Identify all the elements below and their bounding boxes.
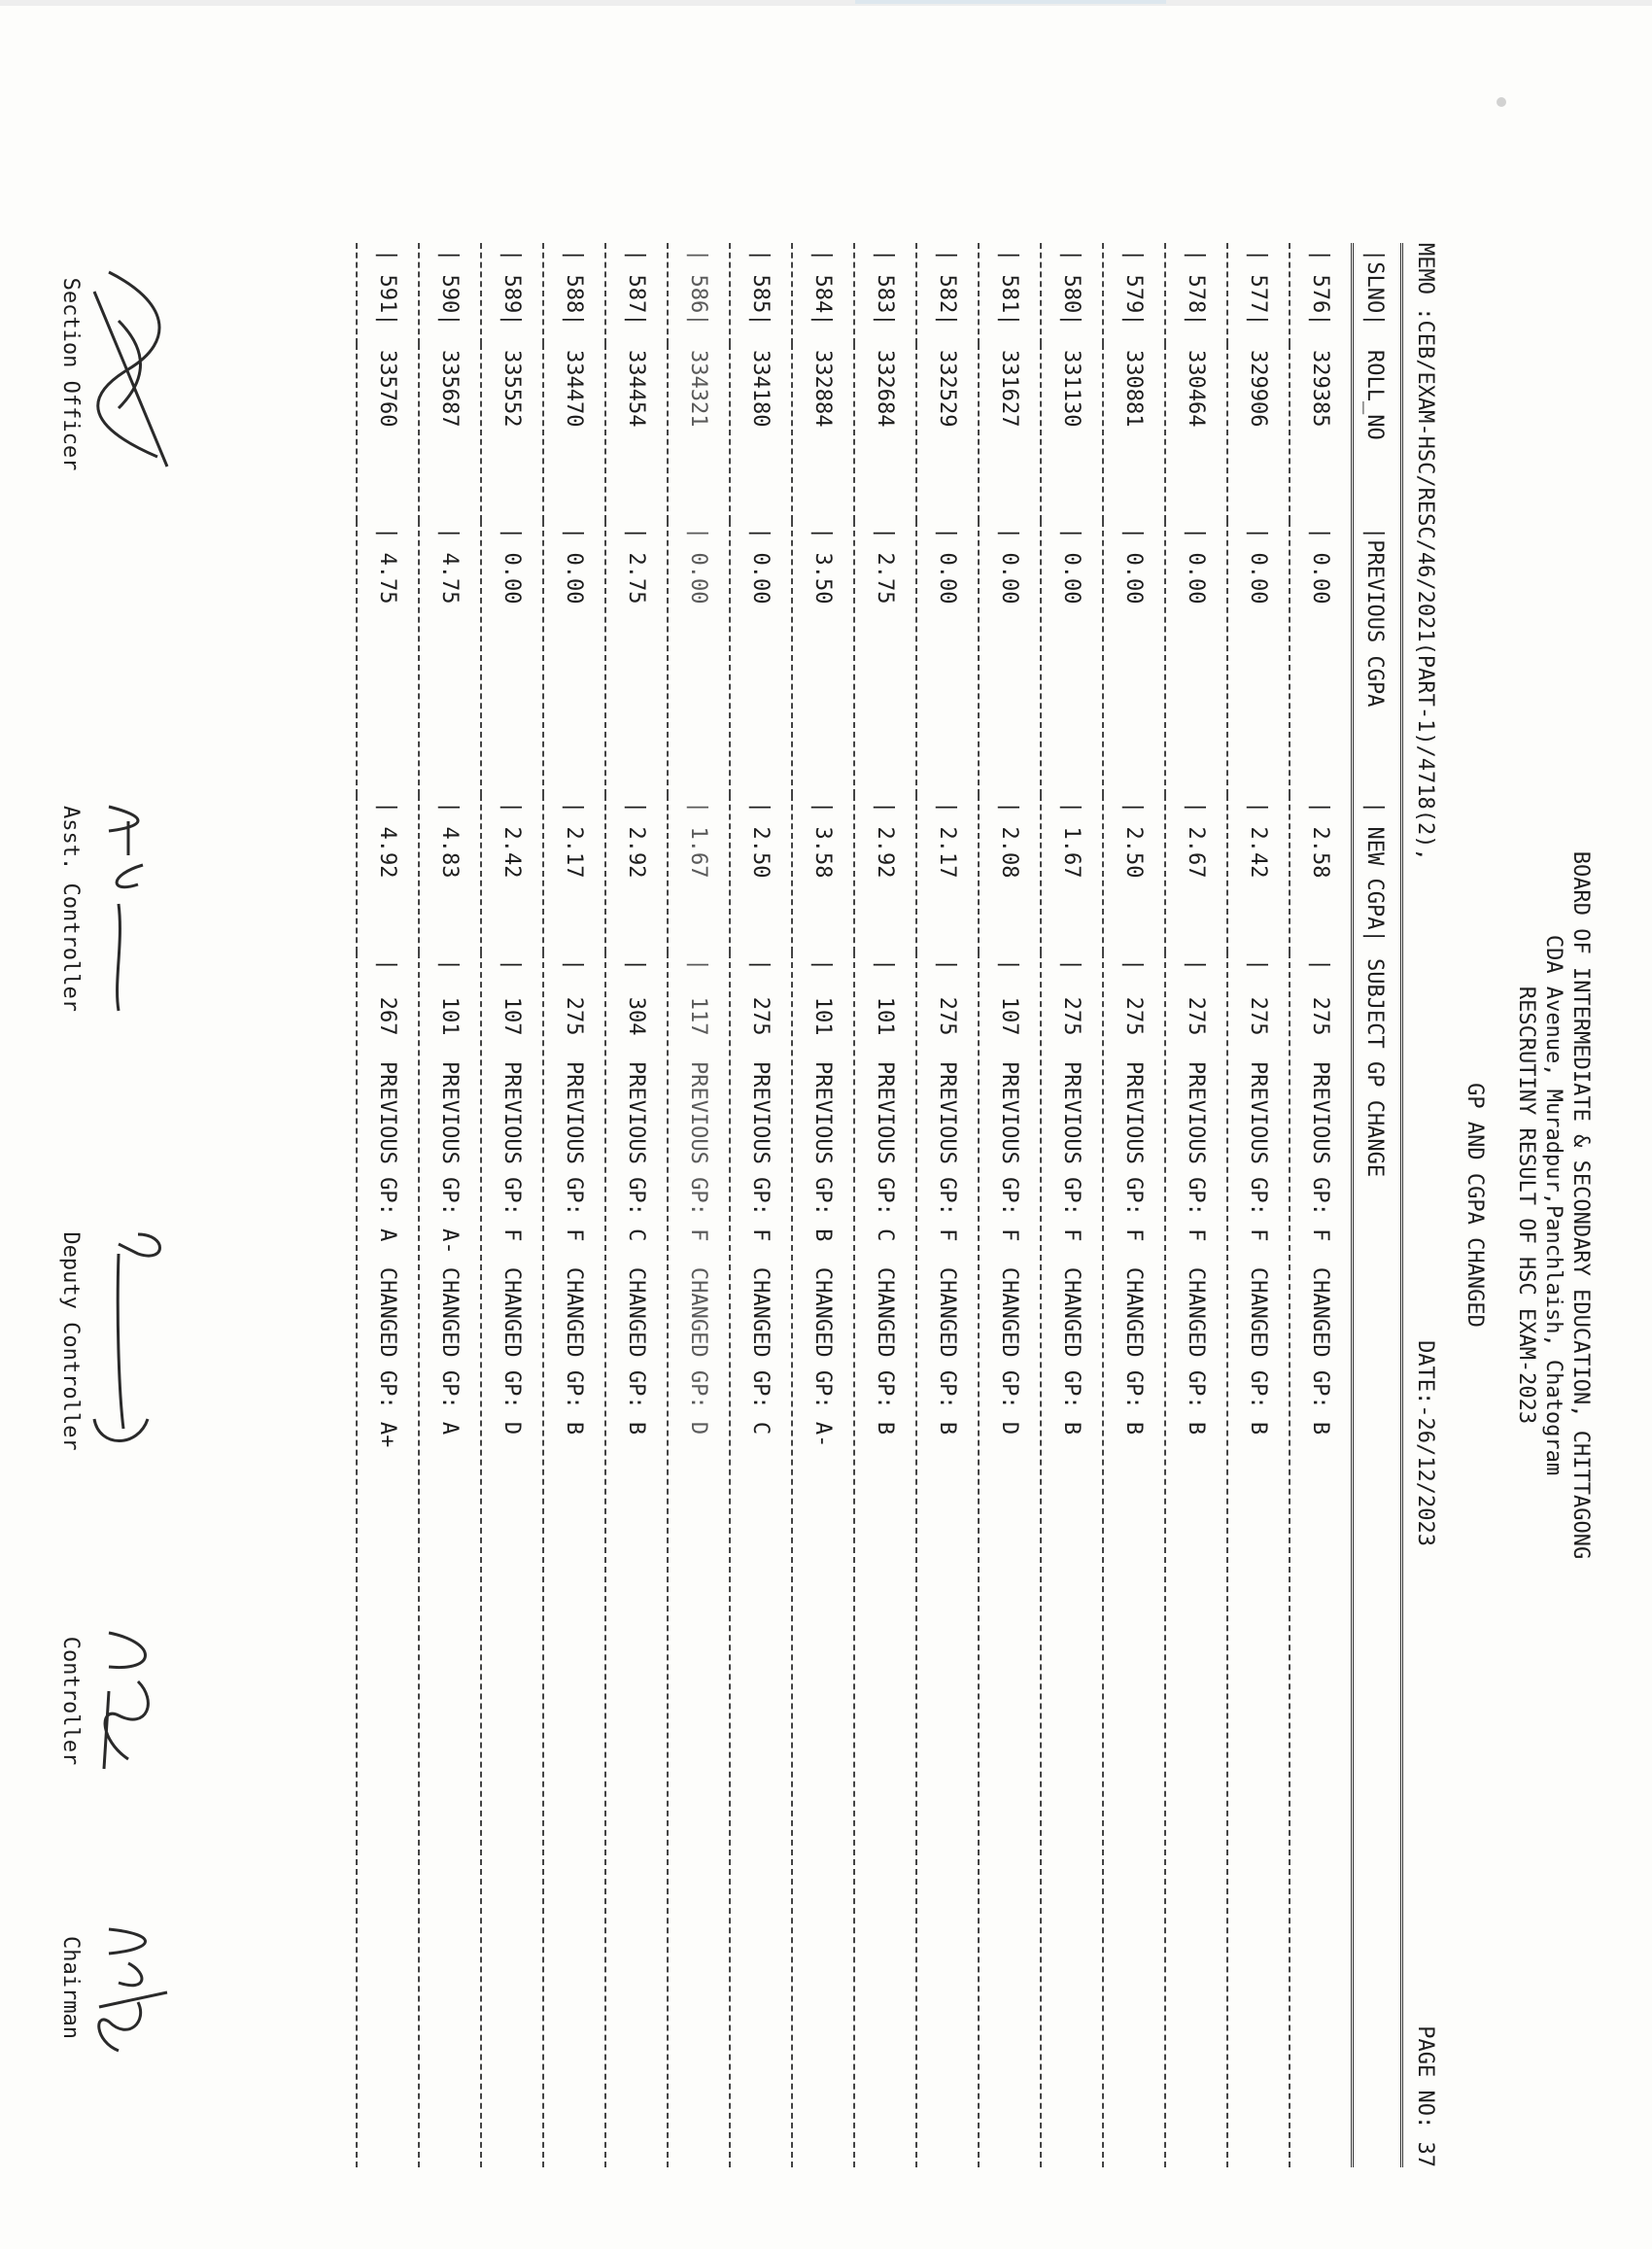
col-header-roll: ROLL_NO	[1353, 344, 1397, 521]
memo-date: DATE:-26/12/2023	[1413, 1340, 1437, 1546]
cell-new-cgpa: | 2.08	[979, 795, 1041, 952]
cell-subject-change: | 275 PREVIOUS GP: F CHANGED GP: B	[543, 952, 605, 2167]
table-row	[1290, 243, 1353, 2167]
label-chairman: Chairman	[58, 1936, 83, 2039]
cell-subject-change: | 275 PREVIOUS GP: F CHANGED GP: B	[1103, 952, 1165, 2167]
cell-roll: 334454	[605, 344, 668, 521]
scan-edge-tint	[855, 0, 1166, 4]
cell-prev-cgpa: | 0.00	[481, 521, 543, 795]
cell-slno: | 588|	[543, 243, 605, 344]
cell-roll: 335552	[481, 344, 543, 521]
cell-new-cgpa: | 1.67	[668, 795, 730, 952]
cell-prev-cgpa: | 0.00	[730, 521, 792, 795]
board-header	[1512, 243, 1594, 2167]
handwritten-signature-asst-controller	[80, 787, 167, 1030]
table-row	[419, 243, 481, 2167]
cell-new-cgpa: | 2.67	[1165, 795, 1227, 952]
handwritten-signature-section-officer	[80, 262, 187, 486]
table-row	[605, 243, 668, 2167]
cell-new-cgpa: | 2.17	[543, 795, 605, 952]
cell-slno: | 579|	[1103, 243, 1165, 344]
cell-slno: | 587|	[605, 243, 668, 344]
cell-slno: | 590|	[419, 243, 481, 344]
label-section-officer: Section Officer	[58, 277, 83, 471]
scan-edge	[0, 0, 1652, 6]
cell-prev-cgpa: | 0.00	[979, 521, 1041, 795]
cell-prev-cgpa: | 0.00	[668, 521, 730, 795]
cell-slno: | 580|	[1041, 243, 1103, 344]
label-controller: Controller	[58, 1636, 83, 1766]
table-row	[1103, 243, 1165, 2167]
label-deputy-controller: Deputy Controller	[58, 1231, 83, 1451]
col-header-slno: |SLNO|	[1353, 243, 1397, 344]
board-address: CDA Avenue, Muradpur,Panchlaish, Chatogram	[1541, 934, 1566, 1476]
cell-roll: 331130	[1041, 344, 1103, 521]
table-header-row	[1353, 243, 1397, 2167]
cell-slno: | 586|	[668, 243, 730, 344]
table-row	[668, 243, 730, 2167]
cell-prev-cgpa: | 3.50	[792, 521, 854, 795]
cell-roll: 330464	[1165, 344, 1227, 521]
table-row	[481, 243, 543, 2167]
cell-subject-change: | 275 PREVIOUS GP: F CHANGED GP: B	[1165, 952, 1227, 2167]
table-row	[916, 243, 979, 2167]
sig-deputy-controller	[58, 1215, 83, 1468]
cell-prev-cgpa: | 4.75	[419, 521, 481, 795]
cell-prev-cgpa: | 0.00	[916, 521, 979, 795]
cell-slno: | 577|	[1227, 243, 1290, 344]
cell-subject-change: | 267 PREVIOUS GP: A CHANGED GP: A+	[357, 952, 419, 2167]
cell-new-cgpa: | 4.92	[357, 795, 419, 952]
memo-reference: MEMO :CEB/EXAM-HSC/RESC/46/2021(PART-1)/4718(2),	[1413, 243, 1437, 861]
page-number: PAGE NO: 37	[1413, 2025, 1437, 2167]
cell-roll: 329906	[1227, 344, 1290, 521]
table-row	[1227, 243, 1290, 2167]
cell-subject-change: | 101 PREVIOUS GP: B CHANGED GP: A-	[792, 952, 854, 2167]
cell-new-cgpa: | 2.50	[1103, 795, 1165, 952]
cell-new-cgpa: | 2.92	[605, 795, 668, 952]
cell-subject-change: | 275 PREVIOUS GP: F CHANGED GP: B	[916, 952, 979, 2167]
table-row	[543, 243, 605, 2167]
board-name: BOARD OF INTERMEDIATE & SECONDARY EDUCATION, CHITTAGONG	[1568, 850, 1593, 1560]
result-table	[356, 243, 1396, 2167]
label-asst-controller: Asst. Controller	[58, 806, 83, 1012]
cell-slno: | 583|	[854, 243, 916, 344]
cell-prev-cgpa: | 2.75	[605, 521, 668, 795]
col-header-new-cgpa: | NEW CGPA|	[1353, 795, 1397, 952]
section-title: GP AND CGPA CHANGED	[1463, 1083, 1487, 1328]
cell-new-cgpa: | 2.50	[730, 795, 792, 952]
document-body	[58, 243, 1594, 2167]
cell-prev-cgpa: | 4.75	[357, 521, 419, 795]
cell-new-cgpa: | 2.42	[1227, 795, 1290, 952]
document-frame	[58, 243, 1594, 2167]
cell-prev-cgpa: | 2.75	[854, 521, 916, 795]
handwritten-signature-chairman	[80, 1915, 187, 2060]
sig-asst-controller	[58, 787, 83, 1030]
cell-slno: | 576|	[1290, 243, 1353, 344]
cell-subject-change: | 107 PREVIOUS GP: F CHANGED GP: D	[979, 952, 1041, 2167]
cell-new-cgpa: | 2.92	[854, 795, 916, 952]
table-row	[357, 243, 419, 2167]
cell-roll: 329385	[1290, 344, 1353, 521]
cell-new-cgpa: | 3.58	[792, 795, 854, 952]
handwritten-signature-deputy-controller	[80, 1215, 177, 1468]
header-rule	[1400, 243, 1403, 2167]
cell-roll: 332684	[854, 344, 916, 521]
cell-slno: | 591|	[357, 243, 419, 344]
col-header-prev-cgpa: |PREVIOUS CGPA	[1353, 521, 1397, 795]
cell-prev-cgpa: | 0.00	[1041, 521, 1103, 795]
cell-prev-cgpa: | 0.00	[1165, 521, 1227, 795]
table-row	[792, 243, 854, 2167]
cell-slno: | 589|	[481, 243, 543, 344]
exam-title: RESCRUTINY RESULT OF HSC EXAM-2023	[1514, 986, 1538, 1425]
cell-subject-change: | 275 PREVIOUS GP: F CHANGED GP: B	[1041, 952, 1103, 2167]
signature-block	[58, 243, 155, 2167]
cell-roll: 335687	[419, 344, 481, 521]
scan-speck	[1497, 97, 1506, 107]
cell-roll: 334470	[543, 344, 605, 521]
cell-new-cgpa: | 2.42	[481, 795, 543, 952]
cell-slno: | 585|	[730, 243, 792, 344]
cell-roll: 330881	[1103, 344, 1165, 521]
handwritten-signature-controller	[80, 1623, 177, 1779]
cell-subject-change: | 275 PREVIOUS GP: F CHANGED GP: C	[730, 952, 792, 2167]
cell-subject-change: | 101 PREVIOUS GP: A- CHANGED GP: A	[419, 952, 481, 2167]
table-row	[730, 243, 792, 2167]
sig-section-officer	[58, 262, 83, 486]
cell-roll: 331627	[979, 344, 1041, 521]
table-row	[1041, 243, 1103, 2167]
cell-new-cgpa: | 1.67	[1041, 795, 1103, 952]
cell-prev-cgpa: | 0.00	[1290, 521, 1353, 795]
cell-slno: | 584|	[792, 243, 854, 344]
cell-prev-cgpa: | 0.00	[1227, 521, 1290, 795]
cell-new-cgpa: | 2.17	[916, 795, 979, 952]
cell-subject-change: | 107 PREVIOUS GP: F CHANGED GP: D	[481, 952, 543, 2167]
sig-chairman	[58, 1915, 83, 2060]
table-row	[854, 243, 916, 2167]
cell-subject-change: | 101 PREVIOUS GP: C CHANGED GP: B	[854, 952, 916, 2167]
cell-slno: | 582|	[916, 243, 979, 344]
cell-new-cgpa: | 2.58	[1290, 795, 1353, 952]
cell-new-cgpa: | 4.83	[419, 795, 481, 952]
col-header-subject-change: SUBJECT GP CHANGE	[1353, 952, 1397, 2167]
rotated-page	[58, 243, 1594, 2167]
cell-slno: | 578|	[1165, 243, 1227, 344]
cell-roll: 334180	[730, 344, 792, 521]
cell-roll: 334321	[668, 344, 730, 521]
cell-subject-change: | 117 PREVIOUS GP: F CHANGED GP: D	[668, 952, 730, 2167]
table-row	[1165, 243, 1227, 2167]
cell-prev-cgpa: | 0.00	[1103, 521, 1165, 795]
cell-roll: 335760	[357, 344, 419, 521]
cell-slno: | 581|	[979, 243, 1041, 344]
cell-roll: 332884	[792, 344, 854, 521]
cell-subject-change: | 304 PREVIOUS GP: C CHANGED GP: B	[605, 952, 668, 2167]
cell-subject-change: | 275 PREVIOUS GP: F CHANGED GP: B	[1227, 952, 1290, 2167]
cell-roll: 332529	[916, 344, 979, 521]
memo-line	[1413, 243, 1437, 2167]
table-row	[979, 243, 1041, 2167]
cell-prev-cgpa: | 0.00	[543, 521, 605, 795]
sig-controller	[58, 1623, 83, 1779]
cell-subject-change: | 275 PREVIOUS GP: F CHANGED GP: B	[1290, 952, 1353, 2167]
